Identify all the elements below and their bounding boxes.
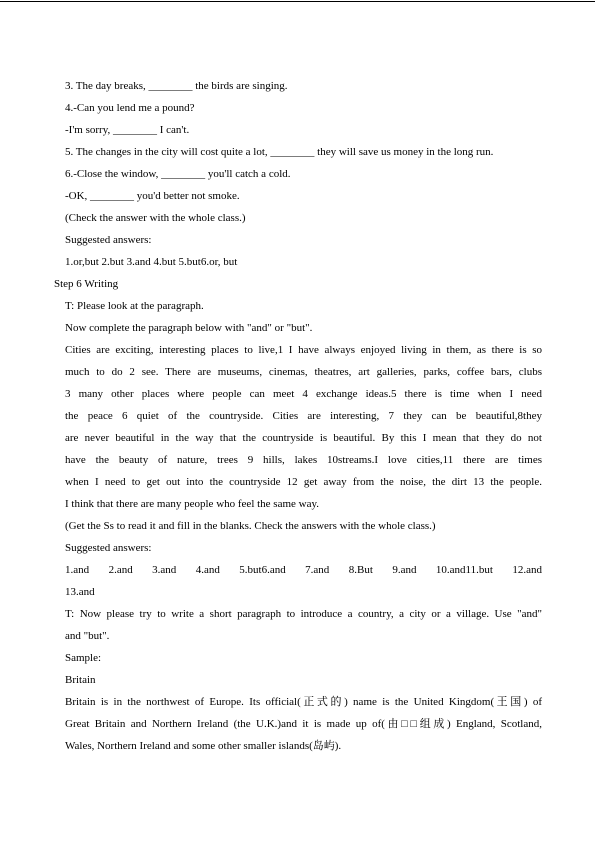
exercise-6-answer: -OK, ________ you'd better not smoke.: [65, 190, 240, 202]
paragraph-line: much to do 2 see. There are museums, cinemas, theatres, art galleries, parks, coffee bars, clubs: [65, 366, 542, 378]
sample-line: Great Britain and Northern Ireland (the U.K.)and it is made up of(由□□组成) England, Scotland,: [65, 718, 542, 730]
exercise-5: 5. The changes in the city will cost quite a lot, ________ they will save us money in the long run.: [65, 146, 494, 158]
suggested-answers-1: 1.or,but 2.but 3.and 4.but 5.but6.or, but: [65, 256, 238, 268]
paragraph-line: have the beauty of nature, trees 9 hills, lakes 10streams.I love cities,11 there are times: [65, 454, 542, 466]
teacher-instruction: T: Please look at the paragraph.: [65, 300, 204, 312]
sample-line-last: Wales, Northern Ireland and some other smaller islands(岛屿).: [65, 740, 342, 752]
sample-title: Britain: [65, 674, 96, 686]
sample-line: Britain is in the northwest of Europe. Its official(正式的) name is the United Kingdom(王国) of: [65, 696, 542, 708]
exercise-3: 3. The day breaks, ________ the birds are singing.: [65, 80, 288, 92]
exercise-4-answer: -I'm sorry, ________ I can't.: [65, 124, 190, 136]
instruction-check: (Check the answer with the whole class.): [65, 212, 246, 224]
sample-label: Sample:: [65, 652, 102, 664]
step-heading: Step 6 Writing: [54, 278, 119, 290]
teacher-task: T: Now please try to write a short paragraph to introduce a country, a city or a village. Use "and": [65, 608, 542, 620]
task-instruction: Now complete the paragraph below with "and" or "but".: [65, 322, 313, 334]
paragraph-line: when I need to get out into the countryside 12 get away from the noise, the dirt 13 the people.: [65, 476, 542, 488]
teacher-task-cont: and "but".: [65, 630, 110, 642]
suggested-answers-2-cont: 13.and: [65, 586, 95, 598]
suggested-answers-2: 1.and 2.and 3.and 4.and 5.but6.and 7.and 8.But 9.and 10.and11.but 12.and: [65, 564, 542, 576]
paragraph-line: are never beautiful in the way that the countryside is beautiful. By this I mean that they do not: [65, 432, 542, 444]
exercise-4-question: 4.-Can you lend me a pound?: [65, 102, 195, 114]
page-top-rule: [0, 1, 595, 2]
exercise-6-question: 6.-Close the window, ________ you'll catch a cold.: [65, 168, 291, 180]
suggested-answers-heading-2: Suggested answers:: [65, 542, 152, 554]
instruction-read: (Get the Ss to read it and fill in the blanks. Check the answers with the whole class.): [65, 520, 436, 532]
paragraph-line: 3 many other places where people can meet 4 exchange ideas.5 there is time when I need: [65, 388, 542, 400]
paragraph-line: Cities are exciting, interesting places to live,1 I have always enjoyed living in them, as there is so: [65, 344, 542, 356]
suggested-answers-heading: Suggested answers:: [65, 234, 152, 246]
paragraph-line-last: I think that there are many people who feel the same way.: [65, 498, 320, 510]
paragraph-line: the peace 6 quiet of the countryside. Cities are interesting, 7 they can be beautiful,8they: [65, 410, 542, 422]
